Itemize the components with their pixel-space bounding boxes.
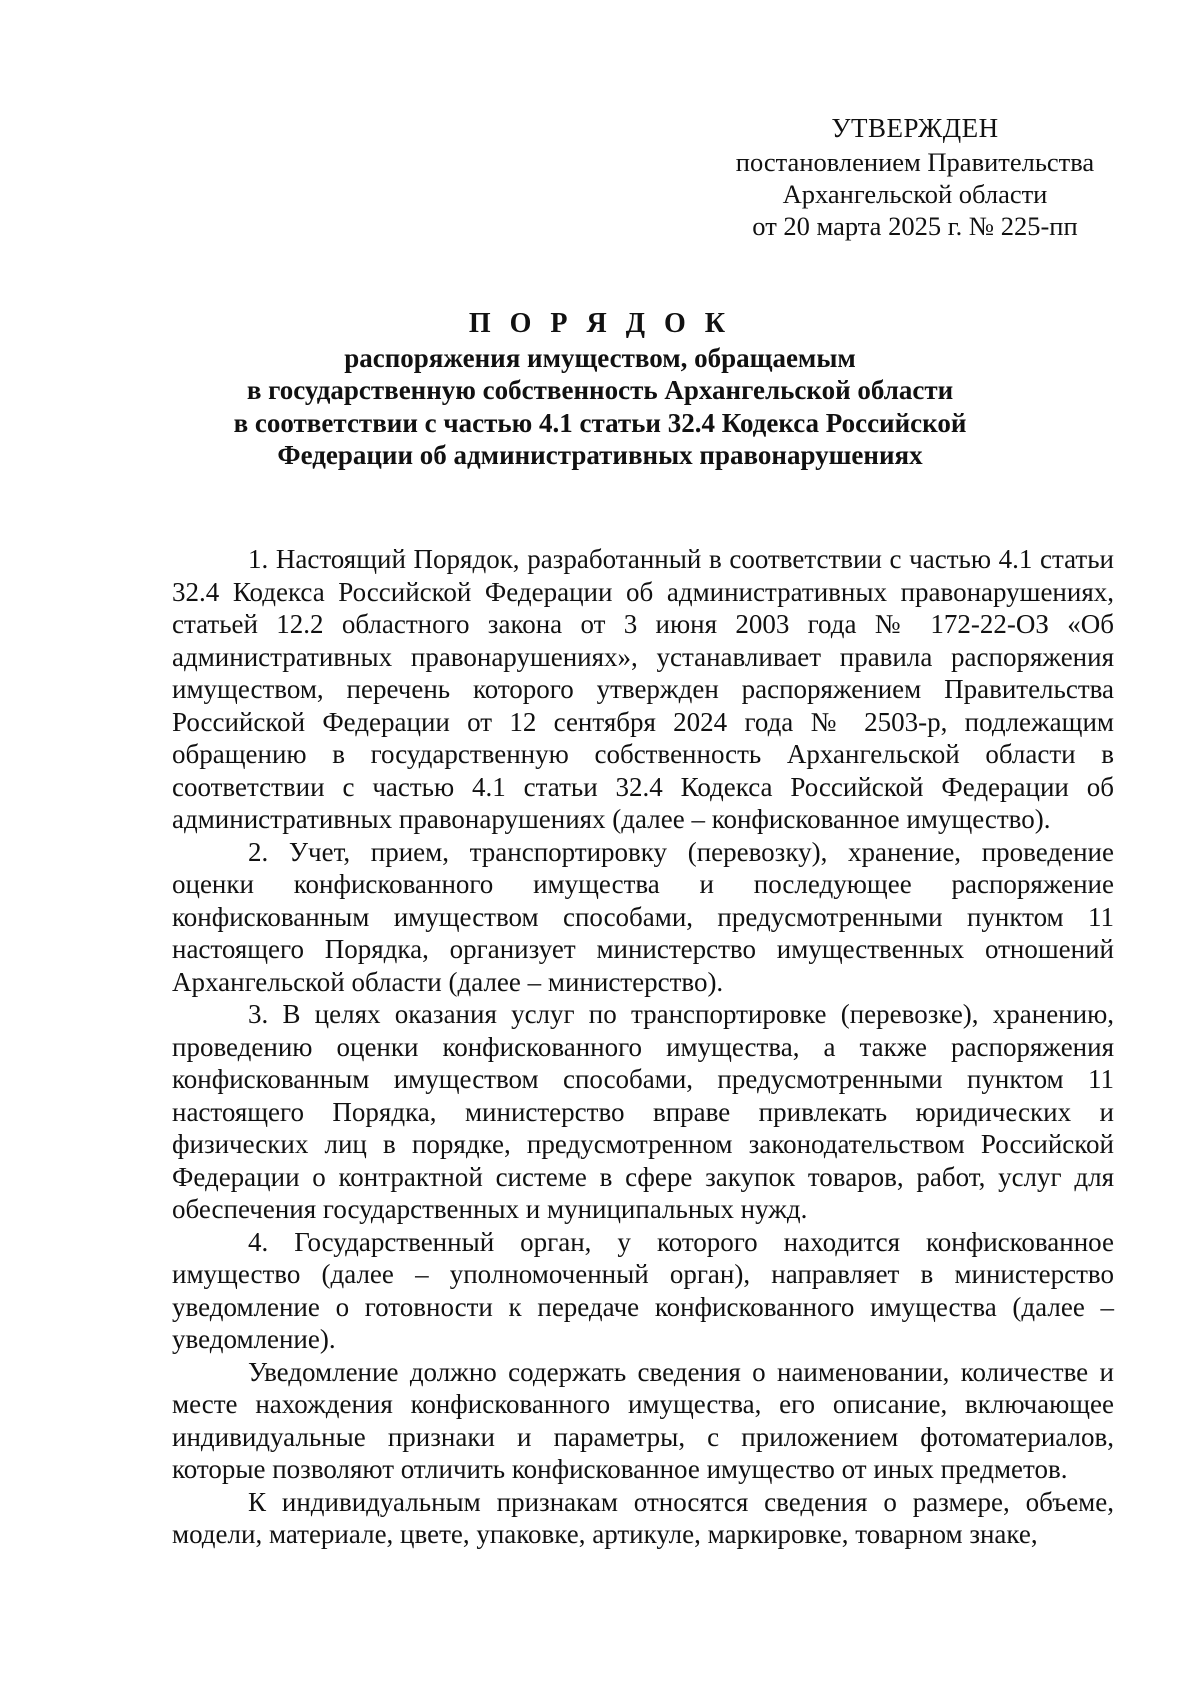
title-line: в государственную собственность Архангельской области [246, 375, 954, 405]
title-line: в соответствии с частью 4.1 статьи 32.4 Кодекса Российской [233, 407, 967, 438]
paragraph-1: 1. Настоящий Порядок, разработанный в соответствии с частью 4.1 статьи 32.4 Кодекса Российской Федерации об административных правонарушениях, статьей 12.2 областного закона от 3 июня 2003 года № 172-22-ОЗ «Об административных правонарушениях», устанавливает правила распоряжения имуществом, перечень которого утвержден распоряжением Правительства Российской Федерации от 12 сентября 2024 года № 2503-р, подлежащим обращению в государственную собственность Архангельской области в соответствии с частью 4.1 статьи 32.4 Кодекса Российской Федерации об административных правонарушениях (далее – конфискованное имущество). [172, 544, 1114, 834]
document-heading: П О Р Я Д О К [468, 308, 732, 339]
document-title [150, 308, 1050, 472]
approval-stamp [710, 112, 1120, 242]
paragraph-2: 2. Учет, прием, транспортировку (перевозку), хранение, проведение оценки конфискованного имущества и последующее распоряжение конфискованным имуществом способами, предусмотренными пунктом 11 настоящего Порядка, организует министерство имущественных отношений Архангельской области (далее – министерство). [172, 836, 1114, 997]
title-line: распоряжения имуществом, обращаемым [344, 342, 856, 373]
paragraph-individual-features: К индивидуальным признакам относятся сведения о размере, объеме, модели, материале, цвете, упаковке, артикуле, маркировке, товарном знаке, [172, 1486, 1114, 1549]
approval-line: постановлением Правительства [735, 147, 1095, 177]
paragraph-notification-content: Уведомление должно содержать сведения о наименовании, количестве и месте нахождения конфискованного имущества, его описание, включающее индивидуальные признаки и параметры, с приложением фотоматериалов, которые позволяют отличить конфискованное имущество от иных предметов. [172, 1356, 1114, 1484]
approval-title: УТВЕРЖДЕН [831, 113, 999, 143]
approval-line: Архангельской области [782, 179, 1048, 209]
paragraph-4: 4. Государственный орган, у которого находится конфискованное имущество (далее – уполномоченный орган), направляет в министерство уведомление о готовности к передаче конфискованного имущества (далее – уведомление). [172, 1226, 1114, 1354]
title-line: Федерации об административных правонарушениях [277, 440, 923, 470]
paragraph-3: 3. В целях оказания услуг по транспортировке (перевозке), хранению, проведению оценки конфискованного имущества, а также распоряжения конфискованным имуществом способами, предусмотренными пунктом 11 настоящего Порядка, министерство вправе привлекать юридических и физических лиц в порядке, предусмотренном законодательством Российской Федерации о контрактной системе в сфере закупок товаров, работ, услуг для обеспечения государственных и муниципальных нужд. [172, 999, 1114, 1224]
document-body [172, 543, 1114, 1551]
approval-date-number: от 20 марта 2025 г. № 225-пп [752, 211, 1078, 241]
